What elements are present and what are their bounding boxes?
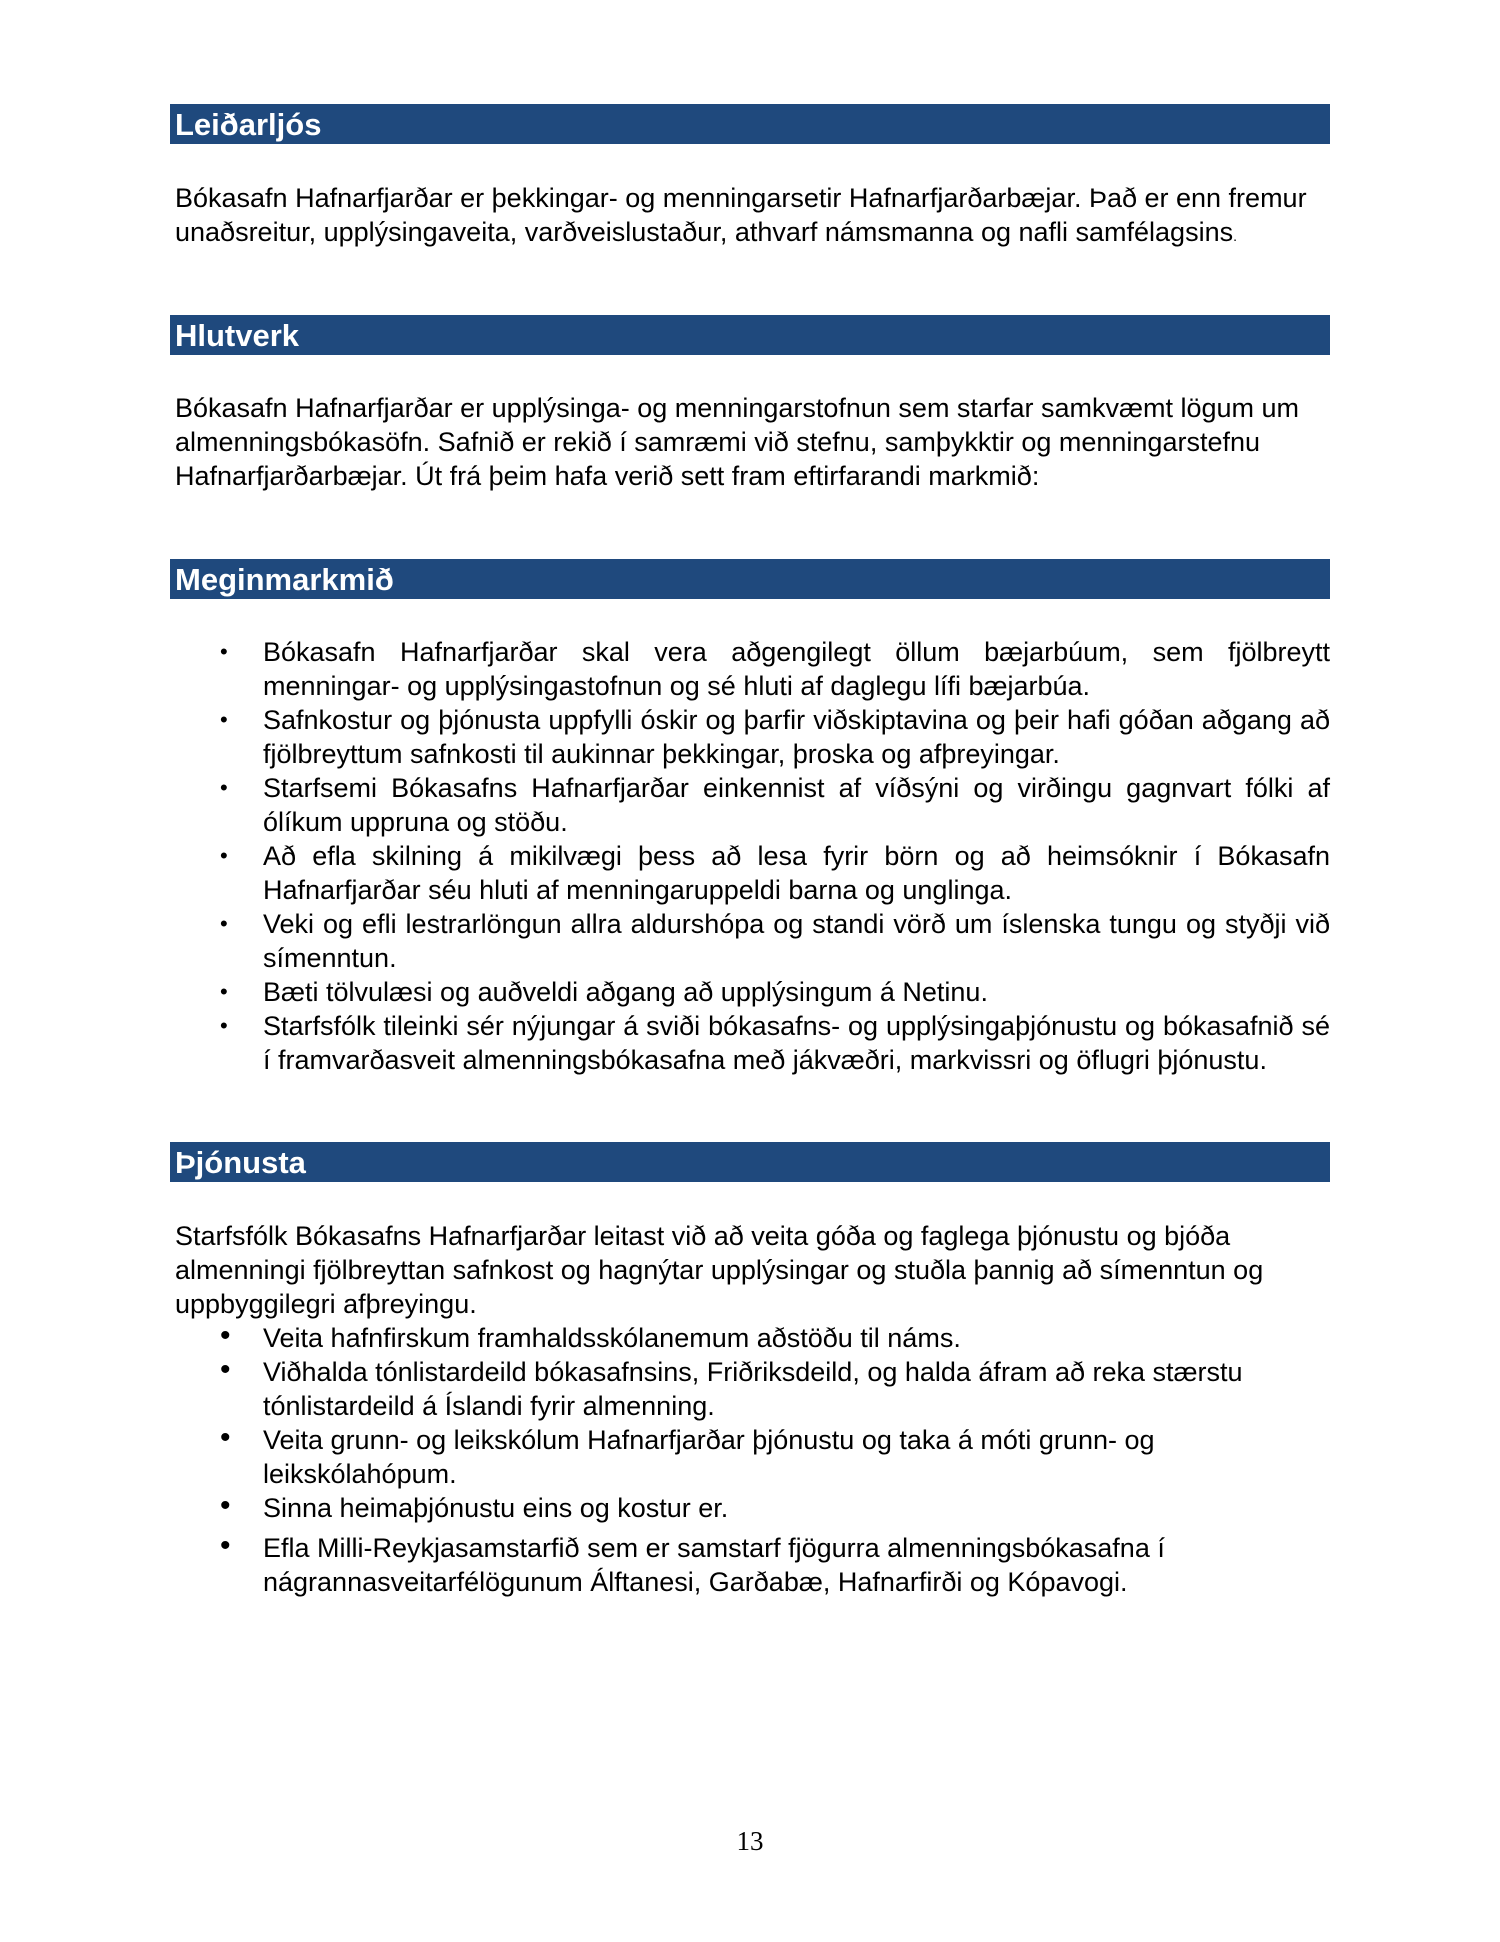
bullet-icon: • bbox=[220, 1353, 231, 1386]
section-header-leidarljos bbox=[170, 104, 1330, 144]
bullet-icon: • bbox=[220, 1013, 228, 1038]
meginmarkmid-list bbox=[170, 635, 1330, 1077]
list-item-text: Veita grunn- og leikskólum Hafnarfjarðar þjónustu og taka á móti grunn- og leikskólahópum. bbox=[263, 1425, 1155, 1489]
section-title: Þjónusta bbox=[175, 1145, 306, 1180]
list-item-text: Bókasafn Hafnarfjarðar skal vera aðgengilegt öllum bæjarbúum, sem fjölbreytt menningar- og upplýsingastofnun og sé hluti af daglegu lífi bæjarbúa. bbox=[263, 637, 1330, 701]
list-item-text: Efla Milli-Reykjasamstarfið sem er samstarf fjögurra almenningsbókasafna í nágrannasveitarfélögunum Álftanesi, Garðabæ, Hafnarfirði og Kópavogi. bbox=[263, 1533, 1165, 1597]
section-title: Leiðarljós bbox=[175, 107, 322, 142]
list-item bbox=[170, 771, 1330, 839]
bullet-icon: • bbox=[220, 1489, 231, 1522]
bullet-icon: • bbox=[220, 979, 228, 1004]
paragraph-end: . bbox=[1233, 228, 1237, 244]
bullet-icon: • bbox=[220, 843, 228, 868]
list-item-text: Safnkostur og þjónusta uppfylli óskir og þarfir viðskiptavina og þeir hafi góðan aðgang að fjölbreyttum safnkosti til aukinnar þekkingar, þroska og afþreyingar. bbox=[263, 705, 1330, 769]
thjonusta-paragraph: Starfsfólk Bókasafns Hafnarfjarðar leitast við að veita góða og faglega þjónustu og bjóða almenningi fjölbreyttan safnkost og hagnýtar upplýsingar og stuðla þannig að símenntun og uppbyggilegri afþreyingu. bbox=[175, 1221, 1264, 1319]
list-item bbox=[170, 635, 1330, 703]
bullet-icon: • bbox=[220, 639, 228, 664]
list-item bbox=[170, 975, 1330, 1009]
section-header-hlutverk bbox=[170, 315, 1330, 355]
section-title: Hlutverk bbox=[175, 318, 300, 353]
list-item-text: Veita hafnfirskum framhaldsskólanemum aðstöðu til náms. bbox=[263, 1323, 961, 1353]
list-item bbox=[170, 839, 1330, 907]
list-item bbox=[170, 907, 1330, 975]
list-item-text: Veki og efli lestrarlöngun allra aldurshópa og standi vörð um íslenska tungu og styðji við símenntun. bbox=[263, 909, 1330, 973]
list-item bbox=[170, 1009, 1330, 1077]
section-header-meginmarkmid bbox=[170, 559, 1330, 599]
list-item-text: Starfsfólk tileinki sér nýjungar á sviði bókasafns- og upplýsingaþjónustu og bókasafnið sé í framvarðasveit almenningsbókasafna með jákvæðri, markvissri og öflugri þjónustu. bbox=[263, 1011, 1330, 1075]
list-item-text: Starfsemi Bókasafns Hafnarfjarðar einkennist af víðsýni og virðingu gagnvart fólki af ólíkum uppruna og stöðu. bbox=[263, 773, 1330, 837]
leidarljos-paragraph bbox=[175, 181, 1330, 253]
bullet-icon: • bbox=[220, 911, 228, 936]
bullet-icon: • bbox=[220, 1319, 231, 1352]
list-item-text: Að efla skilning á mikilvægi þess að lesa fyrir börn og að heimsóknir í Bókasafn Hafnarfjarðar séu hluti af menningaruppeldi barna og unglinga. bbox=[263, 841, 1330, 905]
section-header-thjonusta bbox=[170, 1142, 1330, 1182]
thjonusta-list bbox=[170, 1321, 1330, 1599]
bullet-icon: • bbox=[220, 707, 228, 732]
hlutverk-paragraph: Bókasafn Hafnarfjarðar er upplýsinga- og menningarstofnun sem starfar samkvæmt lögum um almenningsbókasöfn. Safnið er rekið í samræmi við stefnu, samþykktir og menningarstefnu Hafnarfjarðarbæjar. Út frá þeim hafa verið sett fram eftirfarandi markmið: bbox=[175, 393, 1300, 491]
bullet-icon: • bbox=[220, 1529, 231, 1562]
page-number: 13 bbox=[736, 1826, 764, 1856]
list-item bbox=[170, 1423, 1330, 1491]
list-item bbox=[170, 703, 1330, 771]
list-item bbox=[170, 1531, 1330, 1599]
bullet-icon: • bbox=[220, 1421, 231, 1454]
bullet-icon: • bbox=[220, 775, 228, 800]
list-item bbox=[170, 1321, 1330, 1355]
list-item-text: Viðhalda tónlistardeild bókasafnsins, Friðriksdeild, og halda áfram að reka stærstu tónlistardeild á Íslandi fyrir almenning. bbox=[263, 1357, 1243, 1421]
list-item bbox=[170, 1491, 1330, 1525]
paragraph-text: Bókasafn Hafnarfjarðar er þekkingar- og menningarsetir Hafnarfjarðarbæjar. Það er enn fremur unaðsreitur, upplýsingaveita, varðveislustaður, athvarf námsmanna og nafli samfélagsins bbox=[175, 183, 1307, 247]
list-item-text: Bæti tölvulæsi og auðveldi aðgang að upplýsingum á Netinu. bbox=[263, 977, 988, 1007]
list-item-text: Sinna heimaþjónustu eins og kostur er. bbox=[263, 1493, 729, 1523]
list-item bbox=[170, 1355, 1330, 1423]
section-title: Meginmarkmið bbox=[175, 562, 394, 597]
